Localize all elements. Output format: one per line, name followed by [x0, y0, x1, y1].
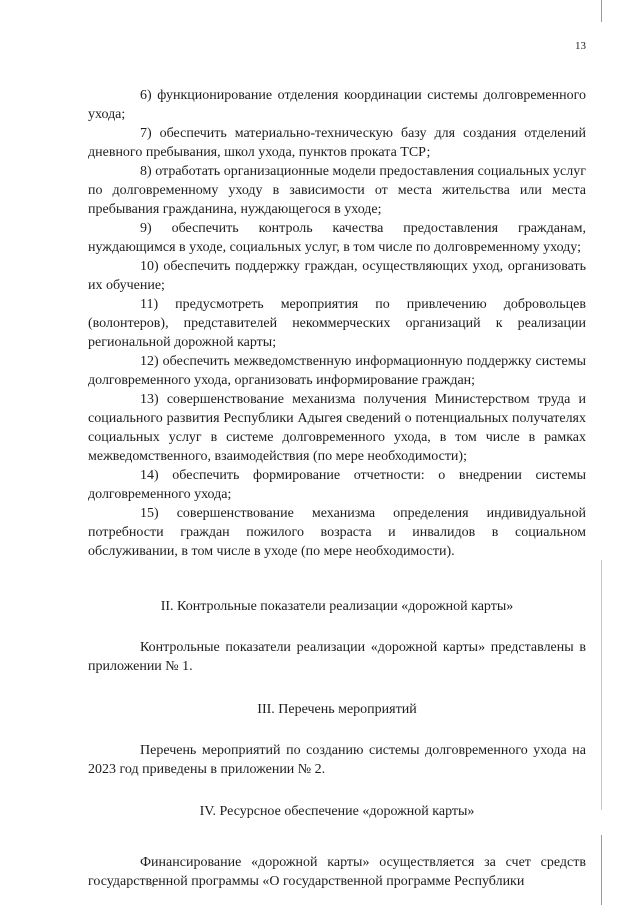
- document-body: [88, 86, 586, 891]
- list-item-8: 8) отработать организационные модели предоставления социальных услуг по долговременному уходу в зависимости от места жительства или места пребывания гражданина, нуждающегося в уходе;: [88, 164, 586, 217]
- scan-edge-line-bottom: [601, 835, 602, 905]
- section-3-text: Перечень мероприятий по созданию системы долговременного ухода на 2023 год приведены в приложении № 2.: [88, 743, 586, 777]
- section-2-heading: II. Контрольные показатели реализации «дорожной карты»: [160, 599, 514, 614]
- page-number: 13: [575, 40, 586, 52]
- list-item-6: 6) функционирование отделения координации системы долговременного ухода;: [88, 88, 586, 122]
- section-3-heading: III. Перечень мероприятий: [257, 702, 417, 717]
- section-4-heading: IV. Ресурсное обеспечение «дорожной карты»: [199, 804, 475, 819]
- scan-edge-line-middle: [601, 560, 602, 810]
- section-2-text: Контрольные показатели реализации «дорожной карты» представлены в приложении № 1.: [88, 640, 586, 674]
- scan-edge-line-top: [601, 0, 602, 22]
- section-4-text: Финансирование «дорожной карты» осуществляется за счет средств государственной программы «О государственной программе Республики: [88, 855, 586, 889]
- list-item-7: 7) обеспечить материально-техническую базу для создания отделений дневного пребывания, школ ухода, пунктов проката ТСР;: [88, 126, 586, 160]
- list-item-9: 9) обеспечить контроль качества предоставления гражданам, нуждающимся в уходе, социальных услуг, в том числе по долговременному уходу;: [88, 221, 586, 255]
- list-item-11: 11) предусмотреть мероприятия по привлечению добровольцев (волонтеров), представителей некоммерческих организаций к реализации региональной дорожной карты;: [88, 297, 586, 350]
- list-item-14: 14) обеспечить формирование отчетности: о внедрении системы долговременного ухода;: [88, 468, 586, 502]
- list-item-13: 13) совершенствование механизма получения Министерством труда и социального развития Республики Адыгея сведений о потенциальных получателях социальных услуг в системе долговременного ухода, в том числе в рамках межведомственного, взаимодействия (по мере необходимости);: [88, 392, 586, 464]
- list-item-10: 10) обеспечить поддержку граждан, осуществляющих уход, организовать их обучение;: [88, 259, 586, 293]
- list-item-12: 12) обеспечить межведомственную информационную поддержку системы долговременного ухода, организовать информирование граждан;: [88, 354, 586, 388]
- list-item-15: 15) совершенствование механизма определения индивидуальной потребности граждан пожилого возраста и инвалидов в социальном обслуживании, в том числе в уходе (по мере необходимости).: [88, 506, 586, 559]
